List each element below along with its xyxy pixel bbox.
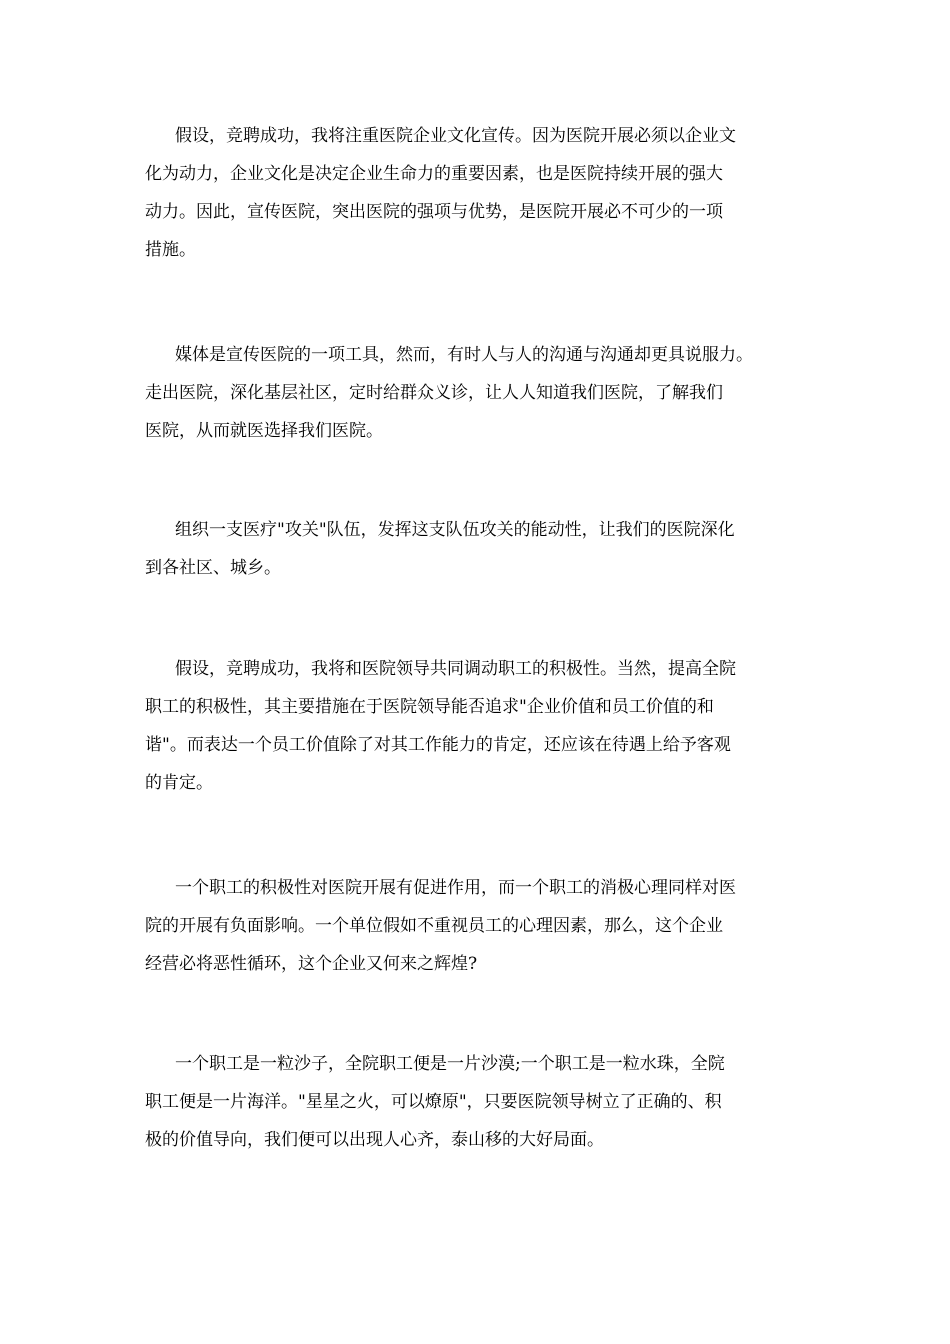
paragraph-line: 化为动力，企业文化是决定企业生命力的重要因素，也是医院持续开展的强大 xyxy=(145,164,723,184)
paragraph-line: 院的开展有负面影响。一个单位假如不重视员工的心理因素，那么，这个企业 xyxy=(145,916,723,936)
paragraph-line: 组织一支医疗"攻关"队伍，发挥这支队伍攻关的能动性，让我们的医院深化 xyxy=(175,520,735,540)
paragraph-line: 假设，竞聘成功，我将注重医院企业文化宣传。因为医院开展必须以企业文 xyxy=(175,126,736,146)
paragraph-line: 极的价值导向，我们便可以出现人心齐，泰山移的大好局面。 xyxy=(145,1130,604,1150)
paragraph-3 xyxy=(145,511,815,587)
paragraph-line: 措施。 xyxy=(145,240,196,260)
paragraph-4 xyxy=(145,650,815,802)
paragraph-line: 医院，从而就医选择我们医院。 xyxy=(145,421,383,441)
paragraph-line: 的肯定。 xyxy=(145,773,213,793)
paragraph-line: 职工的积极性，其主要措施在于医院领导能否追求"企业价值和员工价值的和 xyxy=(145,697,714,717)
paragraph-2 xyxy=(145,336,815,450)
paragraph-line: 媒体是宣传医院的一项工具，然而，有时人与人的沟通与沟通却更具说服力。 xyxy=(175,345,753,365)
paragraph-line: 职工便是一片海洋。"星星之火，可以燎原"，只要医院领导树立了正确的、积 xyxy=(145,1092,722,1112)
paragraph-line: 走出医院，深化基层社区，定时给群众义诊，让人人知道我们医院，了解我们 xyxy=(145,383,723,403)
paragraph-1 xyxy=(145,117,815,269)
paragraph-6 xyxy=(145,1045,815,1159)
paragraph-line: 一个职工的积极性对医院开展有促进作用，而一个职工的消极心理同样对医 xyxy=(175,878,736,898)
paragraph-line: 谐"。而表达一个员工价值除了对其工作能力的肯定，还应该在待遇上给予客观 xyxy=(145,735,731,755)
paragraph-line: 假设，竞聘成功，我将和医院领导共同调动职工的积极性。当然，提高全院 xyxy=(175,659,736,679)
paragraph-line: 一个职工是一粒沙子，全院职工便是一片沙漠;一个职工是一粒水珠，全院 xyxy=(175,1054,725,1074)
paragraph-line: 动力。因此，宣传医院，突出医院的强项与优势，是医院开展必不可少的一项 xyxy=(145,202,723,222)
paragraph-line: 到各社区、城乡。 xyxy=(145,558,281,578)
paragraph-5 xyxy=(145,869,815,983)
paragraph-line: 经营必将恶性循环，这个企业又何来之辉煌? xyxy=(145,954,478,974)
